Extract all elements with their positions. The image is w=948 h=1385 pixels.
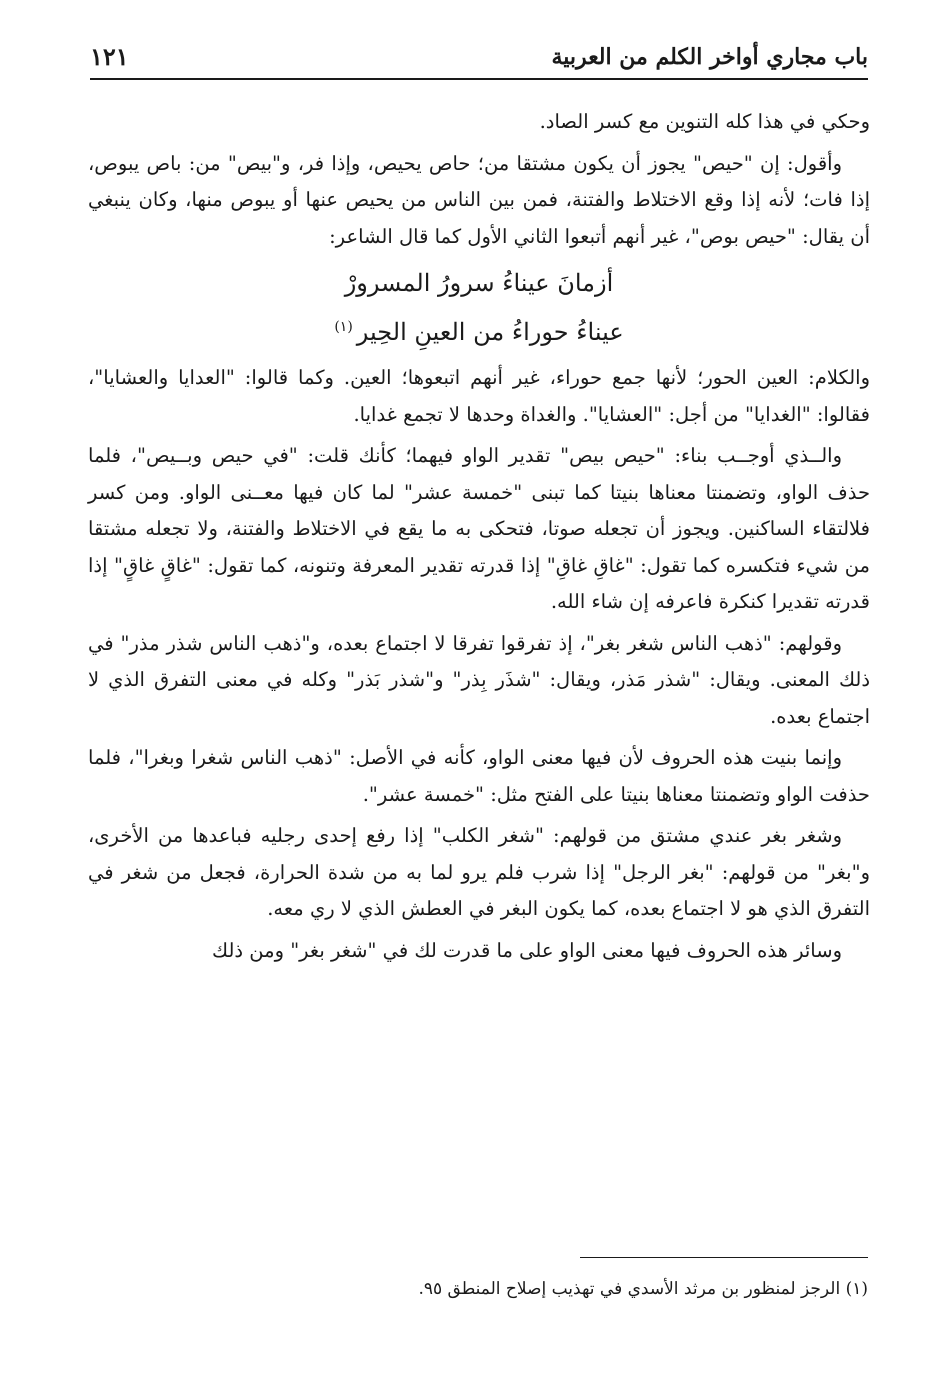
page-header <box>90 38 868 80</box>
verse-line-1: أزمانَ عيناءُ سرورُ المسرورْ <box>344 269 614 297</box>
paragraph-4: والــذي أوجــب بناء: "حيص بيص" تقدير الواو فيهما؛ كأنك قلت: "في حيص وبــيص"، فلما حذف الواو، وتضمنتا معناها بنيتا كما تبنى "خمسة عشر" لما كان فيها معــنى الواو. ومن كسر فلالتقاء الساكنين. ويجوز أن تجعله صوتا، فتحكى به ما يقع في الاختلاط والفتنة، ولا تجعله مشتقا من شيء فتكسره كما تقول: "غاقِ غاقِ" إذا قدرته تقدير المعرفة وتنونه، كما تقول: "غاقٍ غاقٍ" إذا قدرته تقديرا كنكرة فاعرفه إن شاء الله. <box>88 444 870 613</box>
main-text <box>88 104 870 974</box>
paragraph-6: وإنما بنيت هذه الحروف لأن فيها معنى الواو، كأنه في الأصل: "ذهب الناس شغرا وبغرا"، فلما حذفت الواو وتضمنتا معناها بنيتا على الفتح مثل: "خمسة عشر". <box>88 746 870 806</box>
paragraph-2: وأقول: إن "حيص" يجوز أن يكون مشتقا من؛ حاص يحيص، وإذا فر، و"بيص" من: باص يبوص، إذا فات؛ لأنه إذا وقع الاختلاط والفتنة، فمن بين الناس من يحيص عنها أو يبوص منها، وكان ينبغي أن يقال: "حيص بوص"، غير أنهم أتبعوا الثاني الأول كما قال الشاعر: <box>88 151 870 248</box>
paragraph-7: وشغر بغر عندي مشتق من قولهم: "شغر الكلب" إذا رفع إحدى رجليه فباعدها من الأخرى، و"بغر" من قولهم: "بغر الرجل" إذا شرب فلم يرو لما به من شدة الحرارة، فجعل من شغر في التفرق الذي هو لا اجتماع بعده، كما يكون البغر في العطش الذي لا ري معه. <box>88 824 870 920</box>
running-title: باب مجاري أواخر الكلم من العربية <box>551 44 868 70</box>
paragraph-3: والكلام: العين الحور؛ لأنها جمع حوراء، غير أنهم اتبعوها؛ العين. وكما قالوا: "العدايا والعشايا"، فقالوا: "الغدايا" من أجل: "العشايا". والغداة وحدها لا تجمع غدايا. <box>88 366 870 426</box>
paragraph-8: وسائر هذه الحروف فيها معنى الواو على ما قدرت لك في "شغر بغر" ومن ذلك <box>212 938 842 962</box>
verse-line-2 <box>88 305 870 354</box>
paragraph-1: وحكي في هذا كله التنوين مع كسر الصاد. <box>539 110 870 133</box>
verse-line-2-text: عيناءُ حوراءُ من العينِ الحِير <box>356 318 624 346</box>
poetry-verse <box>88 261 870 354</box>
page-number: ١٢١ <box>90 42 129 71</box>
footnote-reference: (١) <box>334 319 353 335</box>
footnote-divider <box>580 1257 868 1258</box>
paragraph-5: وقولهم: "ذهب الناس شغر بغر"، إذ تفرقوا تفرقا لا اجتماع بعده، و"ذهب الناس شذر مذر" في ذلك المعنى. ويقال: "شذر مَذر، ويقال: "شذَر بِذر" و"شذر بَذر" وكله في معنى التفرق الذي لا اجتماع بعده. <box>88 631 870 728</box>
footnote: (١) الرجز لمنظور بن مرثد الأسدي في تهذيب إصلاح المنطق ٩٥. <box>418 1279 868 1299</box>
